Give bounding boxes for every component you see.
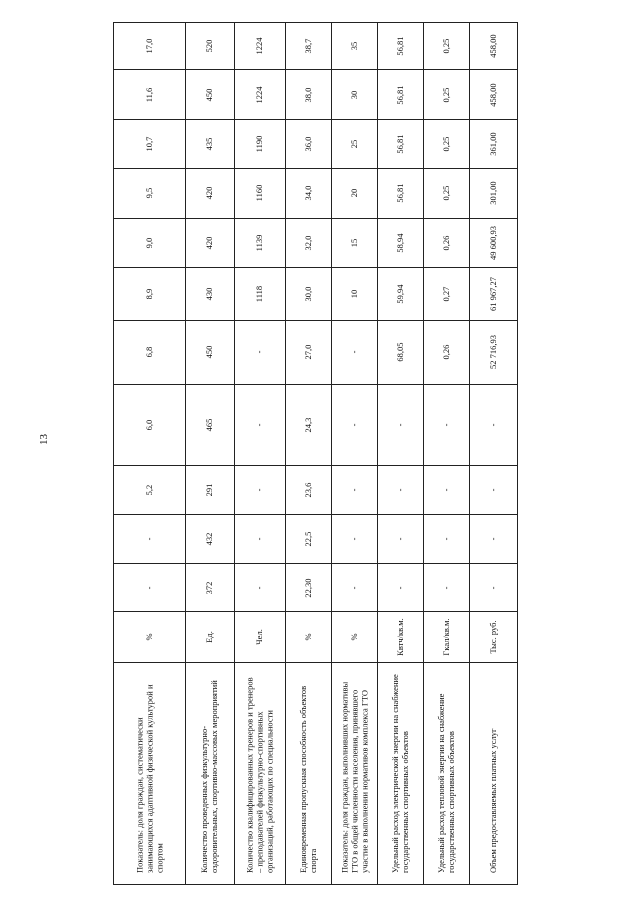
value-text: -	[254, 423, 265, 427]
page-number: 13	[38, 434, 50, 445]
value-text: -	[394, 537, 405, 541]
value-text: 1190	[254, 135, 265, 153]
value-cell	[114, 218, 186, 267]
value-cell	[470, 563, 518, 611]
value-text: 432	[204, 532, 215, 546]
value-text: -	[394, 586, 405, 589]
value-cell	[424, 384, 470, 465]
value-text: 0,25	[440, 87, 451, 103]
indicator-text: Количество проведенных физкультурно-оздоровительных, спортивно-массовых мероприятий	[199, 680, 219, 874]
value-cell	[378, 119, 424, 168]
value-cell	[378, 384, 424, 465]
value-text: 56,81	[394, 183, 405, 204]
value-cell	[235, 218, 286, 267]
value-text: 9,5	[143, 188, 154, 199]
value-text: 1160	[254, 185, 265, 202]
value-text: 59,94	[394, 284, 405, 304]
value-text: 25	[348, 139, 359, 149]
value-cell	[286, 384, 332, 465]
value-cell	[424, 515, 470, 563]
value-cell	[332, 23, 378, 70]
value-text: -	[487, 423, 498, 427]
value-cell	[186, 466, 235, 515]
value-text: 420	[204, 236, 215, 250]
value-cell	[332, 218, 378, 267]
value-text: 372	[204, 581, 215, 594]
value-text: 11,6	[143, 87, 154, 102]
value-text: 1139	[254, 234, 265, 252]
indicator-cell	[186, 662, 235, 884]
value-cell	[424, 320, 470, 384]
value-text: -	[254, 350, 265, 354]
unit-text: Квтч/кв.м.	[394, 618, 405, 656]
value-cell	[114, 320, 186, 384]
value-cell	[186, 320, 235, 384]
value-text: 24,3	[302, 417, 313, 433]
value-cell	[235, 23, 286, 70]
value-cell	[424, 218, 470, 267]
unit-text: Гкал/кв.м.	[440, 618, 451, 656]
value-cell	[114, 268, 186, 321]
value-text: 420	[204, 187, 215, 200]
indicator-cell	[114, 662, 186, 884]
value-cell	[470, 218, 518, 267]
value-text: 5,2	[143, 484, 154, 496]
value-text: 22,30	[302, 578, 313, 598]
value-text: 9,0	[143, 237, 154, 249]
value-cell	[235, 268, 286, 321]
value-text: 8,9	[143, 288, 154, 300]
value-cell	[470, 23, 518, 70]
value-text: -	[348, 488, 359, 492]
value-text: 49 600,93	[487, 225, 498, 260]
value-text: 30,0	[302, 286, 313, 302]
value-text: 1224	[254, 37, 265, 55]
value-text: 1224	[254, 86, 265, 104]
value-cell	[470, 70, 518, 119]
value-text: 35	[348, 41, 359, 51]
unit-cell	[286, 612, 332, 663]
value-text: 36,0	[302, 136, 313, 152]
unit-cell	[186, 612, 235, 663]
value-cell	[186, 384, 235, 465]
value-cell	[378, 268, 424, 321]
unit-cell	[235, 612, 286, 663]
unit-text: %	[302, 633, 313, 641]
value-text: -	[348, 586, 359, 589]
value-text: 435	[204, 137, 215, 151]
value-text: 430	[204, 287, 215, 301]
value-text: 17,0	[143, 38, 154, 54]
value-cell	[286, 218, 332, 267]
value-text: 23,6	[302, 482, 313, 498]
unit-text: Чел.	[254, 629, 265, 645]
value-text: 20	[348, 189, 359, 198]
indicator-text: Удельный расход электрической энергии на снабжение государственных спортивных объектов	[389, 674, 410, 874]
value-text: -	[348, 423, 359, 427]
value-text: 1118	[254, 285, 265, 303]
value-cell	[286, 23, 332, 70]
value-cell	[286, 320, 332, 384]
value-text: 450	[204, 346, 215, 359]
value-text: 0,25	[440, 136, 451, 152]
value-cell	[235, 466, 286, 515]
value-cell	[235, 384, 286, 465]
value-cell	[378, 466, 424, 515]
value-text: 61 967,27	[487, 276, 498, 311]
value-cell	[235, 515, 286, 563]
value-cell	[114, 515, 186, 563]
unit-cell	[378, 612, 424, 663]
value-text: 10	[348, 289, 359, 299]
value-cell	[424, 563, 470, 611]
value-cell	[286, 119, 332, 168]
value-text: -	[440, 586, 451, 589]
value-cell	[186, 268, 235, 321]
value-text: -	[254, 586, 265, 589]
indicator-text: Объем предоставляемых платных услуг	[487, 728, 498, 874]
value-text: 458,00	[487, 34, 498, 58]
value-text: -	[254, 488, 265, 492]
value-cell	[114, 384, 186, 465]
value-cell	[470, 515, 518, 563]
value-cell	[114, 119, 186, 168]
unit-text: Ед.	[204, 631, 215, 643]
value-text: 6,8	[143, 347, 154, 358]
value-cell	[235, 320, 286, 384]
value-cell	[332, 466, 378, 515]
unit-text: Тыс. руб.	[487, 620, 498, 654]
value-text: 58,94	[394, 233, 405, 253]
indicator-text: Единовременная пропускная способность объектов спорта	[297, 686, 318, 874]
value-text: 465	[204, 418, 215, 432]
value-text: 520	[204, 39, 215, 53]
value-text: 0,27	[440, 286, 451, 302]
value-cell	[378, 320, 424, 384]
value-cell	[332, 563, 378, 611]
value-text: 56,81	[394, 134, 405, 154]
unit-cell	[470, 612, 518, 663]
value-cell	[235, 70, 286, 119]
value-cell	[470, 268, 518, 321]
value-text: 22,5	[302, 531, 313, 547]
value-cell	[235, 563, 286, 611]
value-text: 0,25	[440, 38, 451, 54]
indicator-cell	[332, 662, 378, 884]
unit-cell	[332, 612, 378, 663]
value-cell	[332, 119, 378, 168]
value-text: 450	[204, 88, 215, 101]
value-text: -	[348, 350, 359, 354]
value-cell	[424, 70, 470, 119]
value-text: 38,0	[302, 87, 313, 103]
value-text: 56,81	[394, 36, 405, 56]
indicator-text: Удельный расход тепловой энергии на снабжение государственных спортивных объектов	[435, 693, 456, 874]
value-text: 34,0	[302, 186, 313, 201]
value-text: 38,7	[302, 38, 313, 54]
value-cell	[332, 515, 378, 563]
value-cell	[424, 23, 470, 70]
value-cell	[186, 169, 235, 218]
value-cell	[235, 169, 286, 218]
value-text: 361,00	[487, 132, 498, 156]
value-cell	[286, 515, 332, 563]
unit-text: %	[143, 633, 154, 641]
indicator-cell	[424, 662, 470, 884]
value-text: -	[440, 423, 451, 427]
indicator-text: Количество квалифицированных тренеров и тренеров – преподавателей физкультурно-спортивных организаций, работающих по специальности	[244, 677, 274, 874]
value-text: 458,00	[487, 82, 498, 107]
value-cell	[114, 466, 186, 515]
value-cell	[186, 119, 235, 168]
value-cell	[424, 119, 470, 168]
value-text: -	[394, 488, 405, 492]
value-text: -	[143, 586, 154, 589]
value-text: 30	[348, 90, 359, 99]
value-text: 68,05	[394, 342, 405, 362]
value-cell	[378, 23, 424, 70]
value-text: -	[487, 537, 498, 541]
value-text: 0,26	[440, 344, 451, 360]
value-cell	[186, 218, 235, 267]
value-text: 10,7	[143, 136, 154, 152]
value-cell	[332, 169, 378, 218]
indicators-table	[113, 22, 518, 885]
value-text: 301,00	[487, 181, 498, 206]
value-cell	[378, 70, 424, 119]
indicator-cell	[378, 662, 424, 884]
value-text: -	[487, 488, 498, 492]
value-cell	[286, 70, 332, 119]
unit-cell	[424, 612, 470, 663]
value-text: -	[348, 537, 359, 541]
value-cell	[186, 515, 235, 563]
value-cell	[235, 119, 286, 168]
value-cell	[286, 466, 332, 515]
value-cell	[114, 169, 186, 218]
indicator-cell	[235, 662, 286, 884]
value-text: -	[440, 537, 451, 541]
value-cell	[332, 268, 378, 321]
value-cell	[286, 169, 332, 218]
value-text: -	[394, 423, 405, 427]
value-cell	[114, 563, 186, 611]
value-cell	[470, 384, 518, 465]
value-cell	[470, 466, 518, 515]
value-text: 6,0	[143, 419, 154, 431]
value-text: 15	[348, 238, 359, 248]
value-cell	[470, 320, 518, 384]
value-cell	[378, 169, 424, 218]
value-cell	[470, 169, 518, 218]
value-cell	[186, 70, 235, 119]
value-text: -	[143, 537, 154, 541]
indicator-cell	[286, 662, 332, 884]
value-text: 56,81	[394, 85, 405, 105]
indicator-text: Показатель: доля граждан, выполнивших нормативы ГТО в общей численности населения, принявшего участие в выполнении нормативов комплекса ГТО	[338, 682, 369, 874]
unit-cell	[114, 612, 186, 663]
indicator-cell	[470, 662, 518, 884]
value-cell	[424, 268, 470, 321]
value-cell	[114, 23, 186, 70]
value-text: 291	[204, 483, 215, 497]
value-text: -	[487, 586, 498, 589]
unit-text: %	[348, 633, 359, 641]
indicator-text: Показатель: доля граждан, систематически занимающихся адаптивной физической культурой и спортом	[133, 684, 164, 874]
value-text: 0,25	[440, 186, 451, 201]
value-cell	[332, 384, 378, 465]
value-text: 32,0	[302, 235, 313, 251]
value-cell	[186, 563, 235, 611]
value-cell	[286, 563, 332, 611]
value-cell	[424, 466, 470, 515]
value-cell	[470, 119, 518, 168]
value-text: 52 716,93	[487, 335, 498, 370]
value-cell	[286, 268, 332, 321]
value-cell	[114, 70, 186, 119]
value-cell	[378, 218, 424, 267]
value-text: -	[440, 488, 451, 492]
value-cell	[332, 70, 378, 119]
value-cell	[378, 563, 424, 611]
value-text: -	[254, 537, 265, 541]
value-cell	[424, 169, 470, 218]
value-cell	[186, 23, 235, 70]
value-cell	[332, 320, 378, 384]
value-text: 27,0	[302, 344, 313, 360]
value-text: 0,26	[440, 235, 451, 251]
value-cell	[378, 515, 424, 563]
